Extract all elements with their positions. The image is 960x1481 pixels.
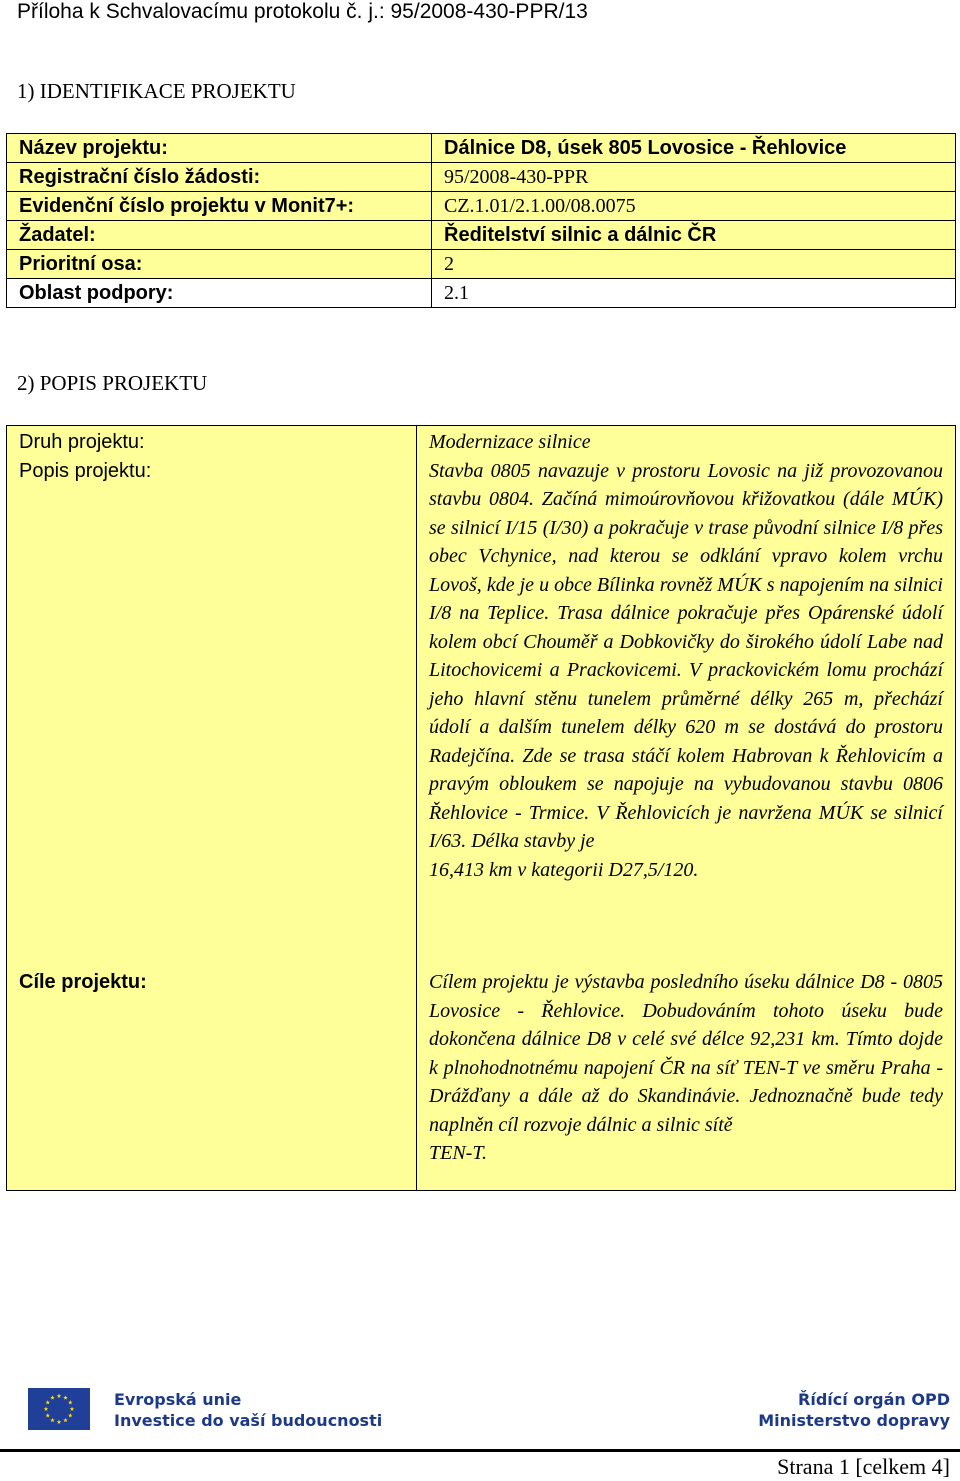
druh-popis-values xyxy=(417,426,956,967)
table-row xyxy=(7,163,956,192)
oblast-podpory-label: Oblast podpory: xyxy=(7,279,432,308)
popis-projektu-label: Popis projektu: xyxy=(19,459,152,482)
registracni-cislo-value: 95/2008-430-PPR xyxy=(432,163,956,192)
zadatel-label: Žadatel: xyxy=(7,221,432,250)
table-row xyxy=(7,426,956,967)
eu-line-2: Investice do vaší budoucnosti xyxy=(114,1411,383,1430)
cile-projektu-last-line: TEN-T. xyxy=(429,1142,487,1164)
opd-logo-text xyxy=(758,1389,950,1431)
cile-label-cell xyxy=(7,966,417,1191)
prioritni-osa-value: 2 xyxy=(432,250,956,279)
table-row xyxy=(7,966,956,1191)
opd-line-1: Řídící orgán OPD xyxy=(798,1390,950,1409)
identification-table xyxy=(6,133,956,308)
eu-flag-svg xyxy=(28,1388,90,1430)
document-header: Příloha k Schvalovacímu protokolu č. j.: 95/2008-430-PPR/13 xyxy=(17,0,588,23)
section-identifikace-title: 1) IDENTIFIKACE PROJEKTU xyxy=(17,79,296,103)
zadatel-value: Ředitelství silnic a dálnic ČR xyxy=(432,221,956,250)
nazev-value: Dálnice D8, úsek 805 Lovosice - Řehlovice xyxy=(432,134,956,163)
nazev-label: Název projektu: xyxy=(7,134,432,163)
cile-value-cell xyxy=(417,966,956,1191)
druh-projektu-label: Druh projektu: xyxy=(19,431,145,453)
opd-line-2: Ministerstvo dopravy xyxy=(758,1411,950,1430)
cile-projektu-value: Cílem projektu je výstavba posledního úseku dálnice D8 - 0805 Lovosice - Řehlovice. Dobudováním tohoto úseku bude dokončena dálnice D8 v celé své délce 92,231 km. Tímto dojde k plnohodnotnému napojení ČR na síť TEN-T ve směru Praha - Drážďany a dále až do Skandinávie. Jednoznačně bude tedy naplněn cíl rozvoje dálnic a silnic sítě xyxy=(429,971,943,1136)
eu-flag-icon xyxy=(28,1388,90,1430)
table-row xyxy=(7,134,956,163)
section-popis-title: 2) POPIS PROJEKTU xyxy=(17,371,208,395)
registracni-cislo-label: Registrační číslo žádosti: xyxy=(7,163,432,192)
footer-divider xyxy=(0,1449,960,1452)
evidencni-cislo-value: CZ.1.01/2.1.00/08.0075 xyxy=(432,192,956,221)
eu-logo-text xyxy=(114,1389,382,1431)
table-row xyxy=(7,221,956,250)
popis-projektu-last-line: 16,413 km v kategorii D27,5/120. xyxy=(429,858,699,881)
druh-popis-labels xyxy=(7,426,417,967)
oblast-podpory-value: 2.1 xyxy=(432,279,956,308)
popis-projektu-value: Stavba 0805 navazuje v prostoru Lovosic na již provozovanou stavbu 0804. Začíná mimoúrovňovou křižovatkou (dále MÚK) se silnicí I/15 (I/30) a pokračuje v trase původní silnice I/8 přes obec Vchynice, nad kterou se odklání vpravo kolem vrchu Lovoš, kde je u obce Bílinka rovněž MÚK s napojením na silnici I/8 na Teplice. Trasa dálnice pokračuje přes Opárenské údolí kolem obcí Chouměř a Dobkovičky do širokého údolí Labe nad Litochovicemi a Prackovicemi. V prackovickém lomu prochází jeho hlavní stěnu tunelem průměrné délky 265 m, přechází údolí a dalším tunelem délky 620 m se dostává do prostoru Radejčína. Zde se trasa stáčí kolem Habrovan k Řehlovicím a pravým obloukem se napojuje na vybudovanou stavbu 0806 Řehlovice - Trmice. V Řehlovicích je navržena MÚK se silnicí I/63. Délka stavby je xyxy=(429,459,943,852)
evidencni-cislo-label: Evidenční číslo projektu v Monit7+: xyxy=(7,192,432,221)
eu-line-1: Evropská unie xyxy=(114,1390,242,1409)
page-number: Strana 1 [celkem 4] xyxy=(777,1454,950,1479)
cile-projektu-label: Cíle projektu: xyxy=(19,971,147,993)
druh-projektu-value: Modernizace silnice xyxy=(429,431,591,453)
prioritni-osa-label: Prioritní osa: xyxy=(7,250,432,279)
table-row xyxy=(7,279,956,308)
description-table xyxy=(6,425,956,1191)
table-row xyxy=(7,192,956,221)
table-row xyxy=(7,250,956,279)
